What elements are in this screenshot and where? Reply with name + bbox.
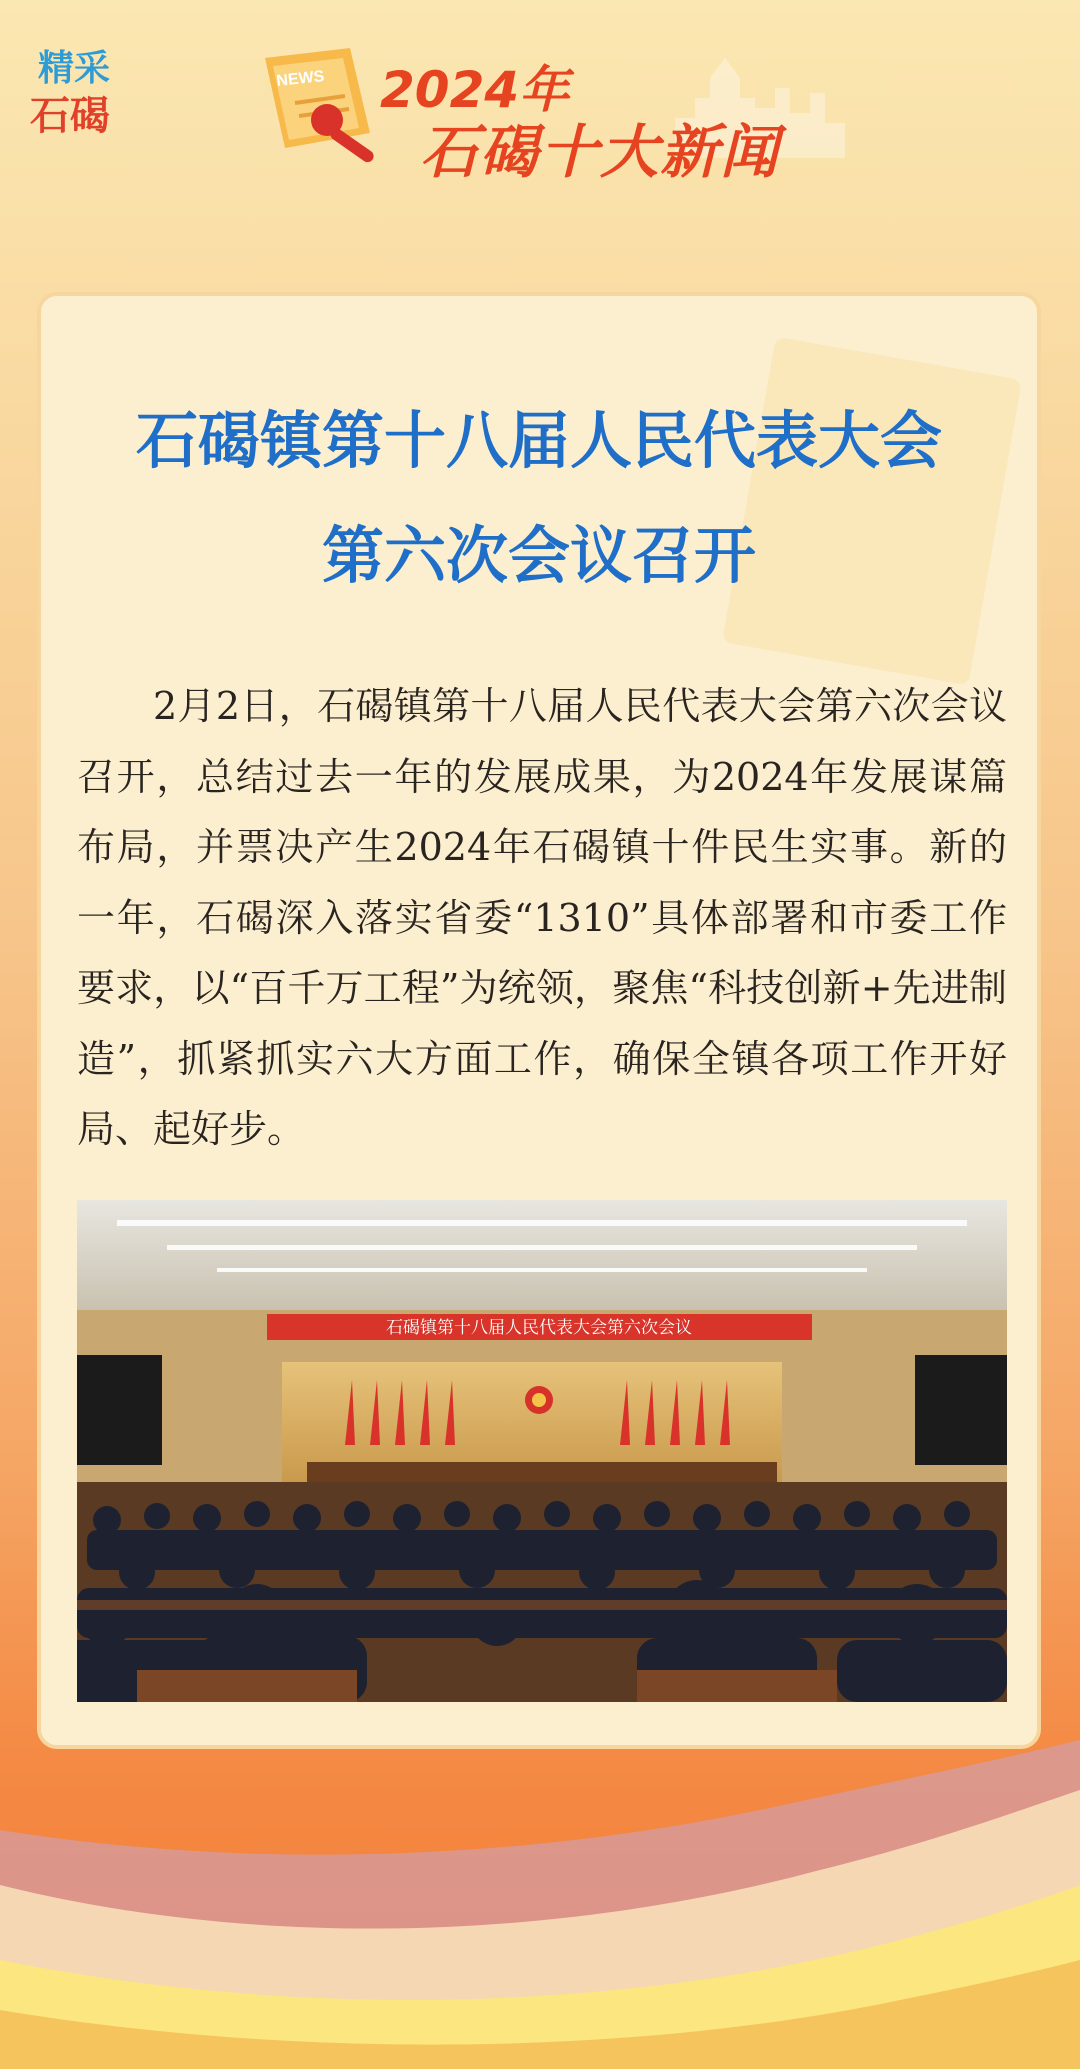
headline-line2: 第六次会议召开: [321, 519, 756, 592]
article-body: 2月2日，石碣镇第十八届人民代表大会第六次会议召开，总结过去一年的发展成果，为2024年发展谋篇布局，并票决产生2024年石碣镇十件民生实事。新的一年，石碣深入落实省委“1310”具体部署和市委工作要求，以“百千万工程”为统领，聚焦“科技创新+先进制造”，抓紧抓实六大方面工作，确保全镇各项工作开好局、起好步。: [77, 684, 1007, 1151]
logo-line2: 石碣: [30, 92, 110, 139]
bottom-wave-decoration: [0, 1720, 1080, 2069]
news-label: NEWS: [275, 68, 326, 90]
banner-title: 石碣十大新闻: [420, 118, 781, 186]
article-card: [37, 292, 1041, 1749]
stage-banner-text: 石碣镇第十八届人民代表大会第六次会议: [386, 1318, 692, 1338]
meeting-photo: [77, 1200, 1007, 1702]
logo: [30, 40, 130, 139]
banner-year: 2024年: [380, 61, 570, 119]
newspaper-microphone-icon: [255, 48, 395, 168]
header-banner: [255, 38, 865, 188]
headline-line1: 石碣镇第十八届人民代表大会: [135, 404, 942, 477]
logo-line1: 精采: [38, 47, 111, 89]
